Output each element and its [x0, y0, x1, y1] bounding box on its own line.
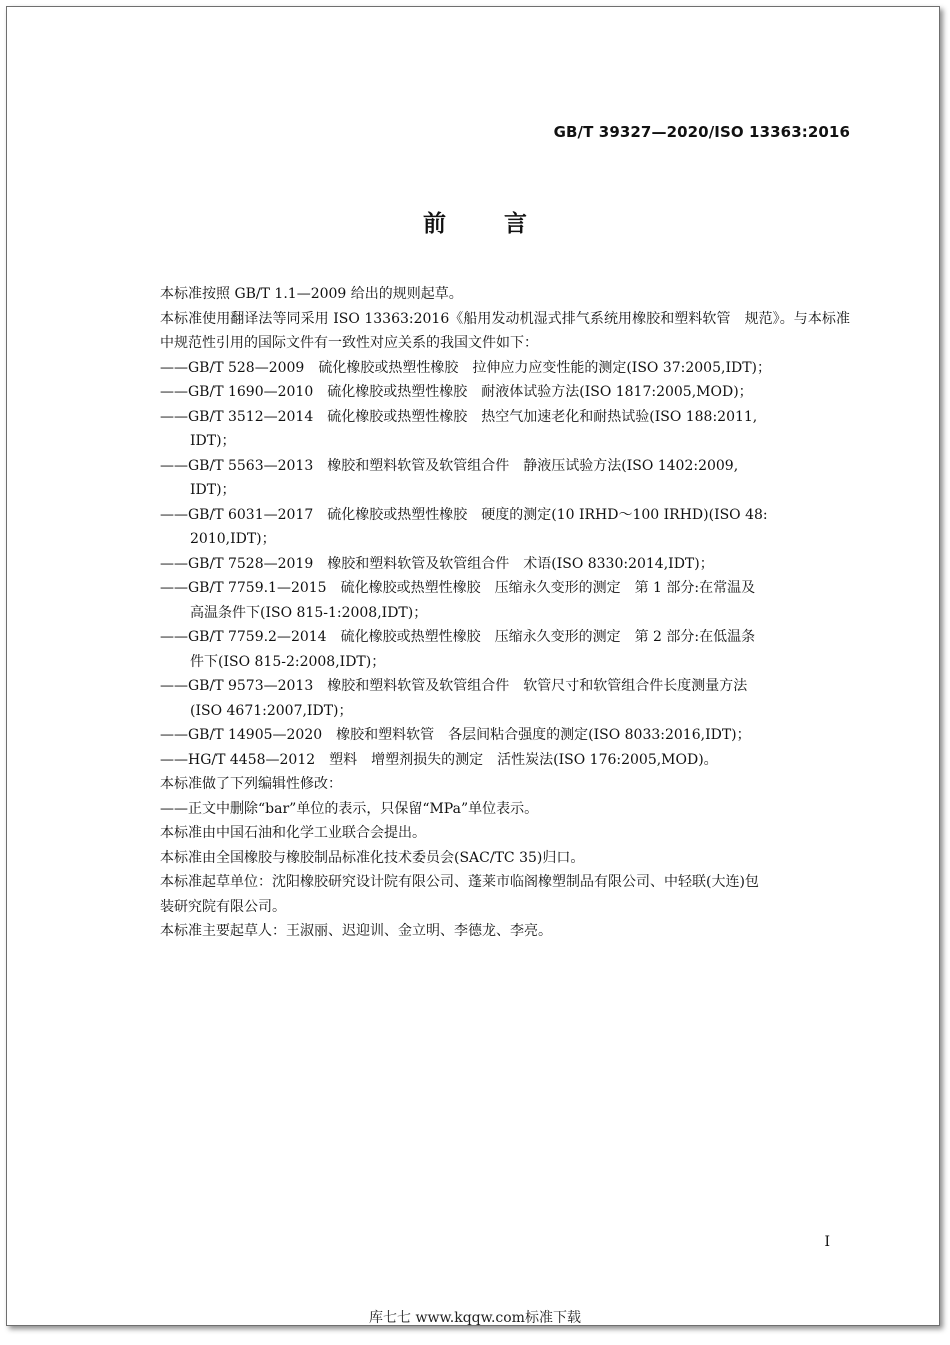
reference-line-cont: (ISO 4671:2007,IDT)； — [190, 702, 353, 719]
reference-line-cont: 高温条件下(ISO 815-1:2008,IDT)； — [190, 604, 428, 621]
reference-line: ——GB/T 1690—2010 硫化橡胶或热塑性橡胶 耐液体试验方法(ISO 1817:2005,MOD)； — [160, 384, 753, 400]
reference-line: ——GB/T 3512—2014 硫化橡胶或热塑性橡胶 热空气加速老化和耐热试验(ISO 188:2011, — [160, 408, 758, 425]
standard-id: GB/T 39327—2020/ISO 13363:2016 — [553, 123, 850, 141]
reference-item — [160, 576, 850, 625]
reference-line-cont: IDT)； — [190, 482, 236, 498]
reference-item — [160, 748, 850, 773]
edit-item: ——正文中删除“bar”单位的表示，只保留“MPa”单位表示。 — [160, 800, 539, 817]
reference-item — [160, 380, 850, 405]
reference-line: ——GB/T 7528—2019 橡胶和塑料软管及软管组合件 术语(ISO 8330:2014,IDT)； — [160, 555, 714, 572]
page-title: 前言 — [423, 211, 585, 237]
reference-item — [160, 674, 850, 723]
paragraph-proposed: 本标准由中国石油和化学工业联合会提出。 — [160, 825, 426, 841]
drafting-units-line: 本标准起草单位：沈阳橡胶研究设计院有限公司、蓬莱市临阁橡塑制品有限公司、中轻联(大连)包 — [160, 874, 759, 890]
reference-line: ——GB/T 528—2009 硫化橡胶或热塑性橡胶 拉伸应力应变性能的测定(ISO 37:2005,IDT)； — [160, 359, 772, 376]
reference-item — [160, 723, 850, 748]
paragraph-drafting-rules: 本标准按照 GB/T 1.1—2009 给出的规则起草。 — [160, 286, 463, 302]
paragraph-drafters: 本标准主要起草人：王淑丽、迟迎训、金立明、李德龙、李亮。 — [160, 923, 552, 939]
reference-line: ——GB/T 9573—2013 橡胶和塑料软管及软管组合件 软管尺寸和软管组合件长度测量方法 — [160, 678, 748, 694]
reference-line-cont: IDT)； — [190, 433, 236, 449]
reference-line: ——GB/T 7759.1—2015 硫化橡胶或热塑性橡胶 压缩永久变形的测定 第 1 部分:在常温及 — [160, 580, 756, 596]
reference-item — [160, 552, 850, 577]
reference-line: ——GB/T 7759.2—2014 硫化橡胶或热塑性橡胶 压缩永久变形的测定 第 2 部分:在低温条 — [160, 629, 756, 645]
reference-line: ——GB/T 6031—2017 硫化橡胶或热塑性橡胶 硬度的测定(10 IRHD～100 IRHD)(ISO 48: — [160, 506, 768, 523]
reference-line-cont: 2010,IDT)； — [190, 531, 276, 547]
reference-item — [160, 503, 850, 552]
paragraph-adoption — [160, 307, 850, 356]
page-number: I — [824, 1234, 830, 1250]
reference-item — [160, 356, 850, 381]
reference-item — [160, 625, 850, 674]
reference-item — [160, 454, 850, 503]
footer-watermark: 库七七 www.kqqw.com标准下载 — [369, 1310, 581, 1326]
paragraph-edits-intro: 本标准做了下列编辑性修改： — [160, 776, 342, 792]
paragraph-adoption-text: 本标准使用翻译法等同采用 ISO 13363:2016《船用发动机湿式排气系统用橡胶和塑料软管 规范》。与本标准中规范性引用的国际文件有一致性对应关系的我国文件如下： — [160, 310, 850, 351]
reference-item — [160, 405, 850, 454]
drafting-units-line-cont: 装研究院有限公司。 — [160, 898, 286, 915]
reference-line-cont: 件下(ISO 815-2:2008,IDT)； — [190, 653, 386, 670]
reference-line: ——GB/T 5563—2013 橡胶和塑料软管及软管组合件 静液压试验方法(ISO 1402:2009, — [160, 457, 739, 474]
paragraph-drafting-units — [160, 870, 850, 919]
document-body — [160, 282, 850, 944]
reference-line: ——GB/T 14905—2020 橡胶和塑料软管 各层间粘合强度的测定(ISO 8033:2016,IDT)； — [160, 727, 751, 743]
reference-line: ——HG/T 4458—2012 塑料 增塑剂损失的测定 活性炭法(ISO 176:2005,MOD)。 — [160, 751, 718, 768]
paragraph-managed: 本标准由全国橡胶与橡胶制品标准化技术委员会(SAC/TC 35)归口。 — [160, 849, 585, 866]
